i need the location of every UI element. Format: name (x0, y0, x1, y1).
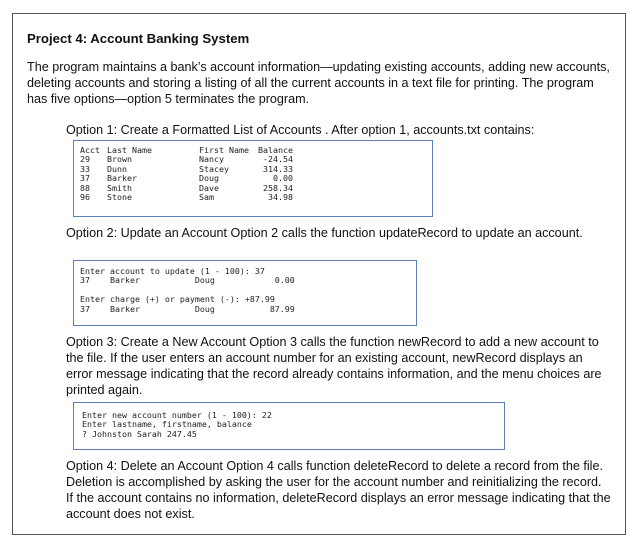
console-line: 37 Barker Doug 87.99 (80, 303, 295, 314)
header-acct: Acct (80, 145, 100, 155)
option3-text: Option 3: Create a New Account Option 3 calls the function newRecord to add a new account to the file. If the user enters an account number for an existing account, newRecord displays an error message indicating that the record already contains information, and the menu choices are printed again. (66, 335, 602, 397)
header-last-name: Last Name (107, 145, 152, 155)
last-name-cell: Barker (107, 173, 137, 184)
option4-text: Option 4: Delete an Account Option 4 calls function deleteRecord to delete a record from the file. Deletion is accomplished by asking the user for the account number and reinitializing the record. If the account contains no information, deleteRecord displays an error message indicating that the account does not exist. (66, 459, 611, 521)
console-line: ? Johnston Sarah 247.45 (82, 428, 197, 439)
balance-cell: -24.54 (262, 154, 293, 165)
new-account-console-output (82, 411, 272, 439)
update-console-output (80, 267, 295, 314)
first-name-cell: Nancy (199, 154, 224, 165)
last-name-cell: Smith (107, 182, 132, 193)
acct-cell: 33 (80, 163, 90, 174)
option1-text: Option 1: Create a Formatted List of Accounts . After option 1, accounts.txt contains: (66, 123, 535, 137)
first-name-cell: Doug (199, 173, 219, 184)
accounts-table (80, 146, 293, 202)
balance-cell: 258.34 (262, 182, 293, 193)
console-line: Enter lastname, firstname, balance (82, 419, 252, 430)
last-name-cell: Stone (107, 192, 132, 203)
first-name-cell: Stacey (199, 163, 229, 174)
console-line: Enter charge (+) or payment (-): +87.99 (80, 294, 275, 305)
console-line: 37 Barker Doug 0.00 (80, 275, 295, 286)
acct-cell: 37 (80, 173, 90, 184)
last-name-cell: Brown (107, 154, 132, 165)
update-console-box (73, 260, 417, 326)
option2-text: Option 2: Update an Account Option 2 calls the function updateRecord to update an account. (66, 226, 583, 240)
project-title: Project 4: Account Banking System (27, 31, 250, 46)
acct-cell: 29 (80, 154, 90, 165)
new-account-console-box (73, 402, 505, 450)
acct-cell: 88 (80, 182, 90, 193)
console-line: Enter new account number (1 - 100): 22 (82, 410, 272, 420)
first-name-cell: Sam (199, 192, 214, 203)
balance-cell: 34.98 (267, 192, 293, 203)
balance-cell: 0.00 (272, 173, 293, 184)
first-name-cell: Dave (199, 182, 219, 193)
header-first-name: First Name (199, 145, 249, 155)
table-row (80, 193, 293, 202)
accounts-listing-box (73, 140, 433, 217)
console-line: Enter account to update (1 - 100): 37 (80, 266, 265, 276)
header-balance: Balance (257, 145, 293, 155)
last-name-cell: Dunn (107, 163, 127, 174)
acct-cell: 96 (80, 192, 90, 203)
intro-paragraph: The program maintains a bank’s account information—updating existing accounts, adding new accounts, deleting accounts and storing a listing of all the current accounts in a text file for printing. The program has five options—option 5 terminates the program. (27, 60, 610, 106)
balance-cell: 314.33 (262, 163, 293, 174)
